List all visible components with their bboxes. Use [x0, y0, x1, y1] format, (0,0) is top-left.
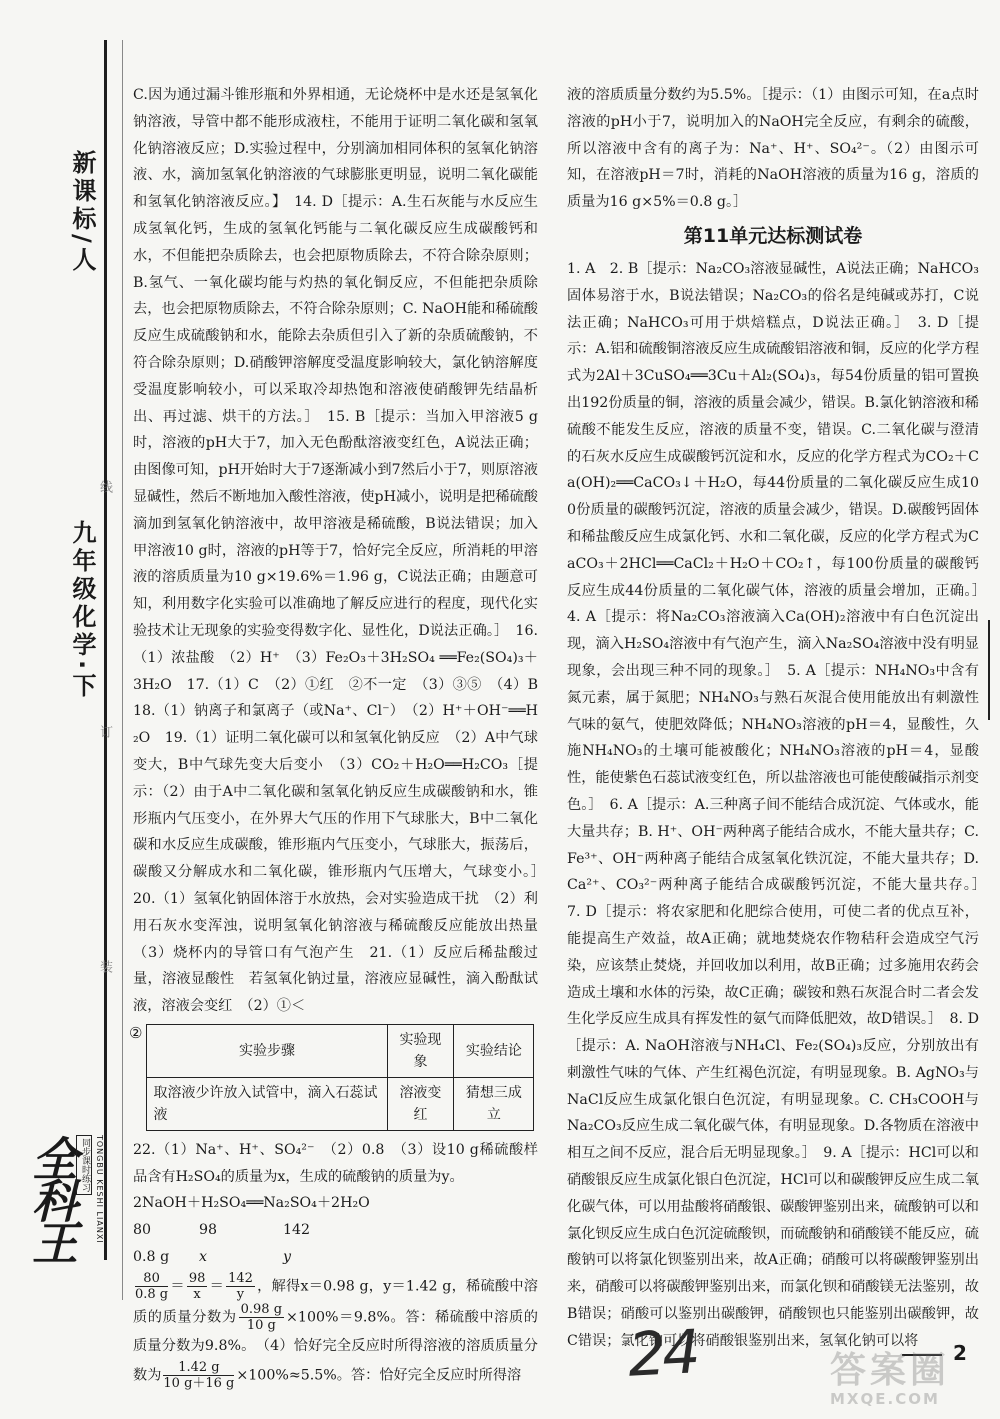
calc-value: y [283, 1249, 292, 1266]
page-number: 2 [953, 1341, 967, 1365]
watermark-en: MXQE.COM [830, 1390, 940, 1408]
fraction: $\frac{98}{x}$ [188, 1270, 206, 1302]
calc-value: 0.8 g [133, 1249, 170, 1266]
answers-unit-11: 1. A 2. B［提示：Na₂CO₃溶液显碱性，A说法正确；NaHCO₃固体易溶于水，B说法错误；Na₂CO₃的俗名是纯碱或苏打，C说法正确；NaHCO₃可用于烘焙糕点，D说法正确。］ 3. D［提示：A.铝和硫酸铜溶液反应生成硫酸铝溶液和铜，反应的化学方程式为2Al＋3CuSO₄══3Cu＋Al₂(SO₄)₃，每54份质量的铝可置换出192份质量的铜，溶液的质量会减少，错误。B.氯化钠溶液和稀硫酸不能发生反应，溶液的质量不变，错误。C.二氧化碳与澄清的石灰水反应生成碳酸钙沉淀和水，反应的化学方程式为CO₂＋Ca(OH)₂══CaCO₃↓＋H₂O，每44份质量的二氧化碳反应生成100份质量的碳酸钙沉淀，溶液的质量会减少，错误。D.碳酸钙固体和稀盐酸反应生成氯化钙、水和二氧化碳，反应的化学方程式为CaCO₃＋2HCl══CaCl₂＋H₂O＋CO₂↑，每100份质量的碳酸钙反应生成44份质量的二氧化碳气体，溶液的质量会增加，正确。］ 4. A［提示：将Na₂CO₃溶液滴入Ca(OH)₂溶液中有白色沉淀出现，滴入H₂SO₄溶液中有气泡产生，滴入Na₂SO₄溶液中没有明显现象，会出现三种不同的现象。］ 5. A［提示：NH₄NO₃中含有氮元素，属于氮肥；NH₄NO₃与熟石灰混合使用能放出有刺激性气味的氨气，使肥效降低；NH₄NO₃溶液的pH＝4，显酸性，久施NH₄NO₃的土壤可能被酸化；NH₄NO₃溶液的pH＝4，显酸性，能使紫色石蕊试液变红色，所以盐溶液也可能使酸碱指示剂变色。］ 6. A［提示：A.三种离子间不能结合成沉淀、气体或水，能大量共存；B. H⁺、OH⁻两种离子能结合成水，不能大量共存；C. Fe³⁺、OH⁻两种离子能结合成氢氧化铁沉淀，不能大量共存；D. Ca²⁺、CO₃²⁻两种离子能结合成碳酸钙沉淀，不能大量共存。］ 7. D［提示：将农家肥和化肥综合使用，可使二者的优点互补，能提高生产效益，故A正确；就地焚烧农作物秸秆会造成空气污染，应该禁止焚烧，并回收加以利用，故B正确；过多施用农药会造成土壤和水体的污染，故C正确；碳铵和熟石灰混合时二者会发生化学反应生成具有挥发性的氨气而降低肥效，故D错误。］ 8. D［提示：A. NaOH溶液与NH₄Cl、Fe₂(SO₄)₃反应，分别放出有刺激性气味的气体、产生红褐色沉淀，有明显现象。B. AgNO₃与NaCl反应生成氯化银白色沉淀，有明显现象。C. CH₃COOH与Na₂CO₃反应生成二氧化碳气体，有明显现象。D.各物质在溶液中相互之间不反应，混合后无明显现象。］ 9. A［提示：HCl可以和硝酸银反应生成氯化银白色沉淀，HCl可以和碳酸钾反应生成二氧化碳气体，可以用盐酸将硝酸银、碳酸钾鉴别出来，硫酸钠可以和氯化钡反应生成白色沉淀硫酸钡，而硫酸钠和硝酸镁不能反应，硫酸钠可以将氯化钡鉴别出来，故A正确；硝酸可以将碳酸钾鉴别出来，硝酸可以将碳酸钾鉴别出来，而氯化钡和硝酸镁无法鉴别，故B错误；硝酸可以鉴别出碳酸钾，硝酸钡也只能鉴别出碳酸钾，故C错误；氯化钠可以将硝酸银鉴别出来，氢氧化钠可以将 [567, 260, 994, 1349]
watermark-cn: 答案圈 [830, 1350, 951, 1391]
edge-bracket [988, 620, 998, 720]
table-cell-step: 取溶液少许放入试管中，滴入石蕊试液 [147, 1077, 387, 1130]
calc-value: x [199, 1249, 208, 1266]
spine-divider [104, 40, 107, 1260]
cut-mark-line: 线 [97, 480, 112, 493]
fraction: $\frac{1.42 g}{10 g+16 g}$ [163, 1359, 235, 1391]
fraction: $\frac{142}{y}$ [228, 1270, 253, 1302]
table-cell-conclusion: 猜想三成立 [454, 1077, 534, 1130]
calc-value: 142 [283, 1222, 311, 1239]
table-label: ② [129, 1023, 143, 1042]
watermark [830, 1352, 990, 1414]
experiment-table [146, 1024, 534, 1131]
brand-pinyin: TONGBU KESHI LIANXI [95, 1135, 104, 1244]
right-column [567, 82, 994, 1355]
fraction: $\frac{0.98 g}{10 g}$ [240, 1301, 283, 1333]
calc-row-actual-mass [133, 1244, 538, 1271]
brand-subtitle: 同步课时练习 [76, 1135, 92, 1195]
answers-13-21: C.因为通过漏斗锥形瓶和外界相通，无论烧杯中是水还是氢氧化钠溶液，导管中都不能形成液柱，不能用于证明二氧化碳和氢氧化钠溶液反应；D.实验过程中，分别滴加相同体积的氢氧化钠溶液、水，滴加氢氧化钠溶液的气球膨胀更明显，说明二氧化碳能和氢氧化钠溶液反应。】 14. D［提示：A.生石灰能与水反应生成氢氧化钙，生成的氢氧化钙能与二氧化碳反应生成碳酸钙和水，不但能把杂质除去，也会把原物质除去，不符合除杂原则；B.氢气、一氧化碳均能与灼热的氧化铜反应，不但能把杂质除去，也会把原物质除去，不符合除杂原则；C. NaOH能和稀硫酸反应生成硫酸钠和水，能除去杂质但引入了新的杂质硫酸钠，不符合除杂原则；D.硝酸钾溶解度受温度影响较大，氯化钠溶解度受温度影响较小，可以采取冷却热饱和溶液使硝酸钾先结晶析出、再过滤、烘干的方法。］ 15. B［提示：当加入甲溶液5 g时，溶液的pH大于7，加入无色酚酞溶液变红色，A说法正确；由图像可知，pH开始时大于7逐渐减小到7然后小于7，则原溶液显碱性，然后不断地加入酸性溶液，使pH减小，说明是把稀硫酸滴加到氢氧化钠溶液中，故甲溶液是稀硫酸，B说法错误；加入甲溶液10 g时，溶液的pH等于7，恰好完全反应，所消耗的甲溶液的溶质质量为10 g×19.6%＝1.96 g，C说法正确；由题意可知，利用数字化实验可以准确地了解反应进行的程度，现代化实验技术让无现象的实验变得数字化、显性化，D说法正确。］ 16.（1）浓盐酸 （2）H⁺ （3）Fe₂O₃＋3H₂SO₄ ══Fe₂(SO₄)₃＋3H₂O 17.（1）C （2）①红 ②不一定 （3）③⑤ （4）B 18.（1）钠离子和氯离子（或Na⁺、Cl⁻） （2）H⁺＋OH⁻══H₂O 19.（1）证明二氧化碳可以和氢氧化钠反应 （2）A中气球变大，B中气球先变大后变小 （3）CO₂＋H₂O══H₂CO₃［提示：（2）由于A中二氧化碳和氢氧化钠反应生成碳酸钠和水，锥形瓶内气压变小，在外界大气压的作用下气球胀大，B中二氧化碳和水反应生成碳酸，锥形瓶内气压变小，气球胀大，振荡后，碳酸又分解成水和二氧化碳，锥形瓶内气压增大，气球变小。］ 20.（1）氢氧化钠固体溶于水放热，会对实验造成干扰 （2）利用石灰水变浑浊，说明氢氧化钠溶液与稀硫酸反应能放出热量 （3）烧杯内的导管口有气泡产生 21.（1）反应后稀盐酸过量，溶液显酸性 若氢氧化钠过量，溶液应显碱性，滴入酚酞试液，溶液会变红 （2）①＜ [133, 87, 553, 1015]
table-header: 实验步骤 [147, 1024, 387, 1077]
handwritten-note: 24 [626, 1317, 699, 1391]
answer-22-solution: $\frac{80}{0.8 g}$ ＝ $\frac{98}{x}$ ＝ $\frac{142}{y}$ ，解得x＝0.98 g，y＝1.42 g，稀硫酸中溶质的质量分数为 $\frac{0.98 g}{10 g}$ ×100%＝9.8%。答：稀硫酸中溶质的质量分数为9.8%。 （4）恰好完全反应时所得溶液的溶质质量分数为 $\frac{1.42 g}{10 g+16 g}$ ×100%≈5.5%。答：恰好完全反应时所得溶 [133, 1270, 538, 1391]
grade-label: 九年级化学·下 [68, 520, 96, 702]
edition-label: 新课标/人 [68, 150, 96, 275]
calc-value: 98 [199, 1222, 218, 1239]
brand-logo [26, 1135, 104, 1390]
brand-name: 全科王 [25, 1135, 79, 1261]
table-cell-phenomenon: 溶液变红 [387, 1077, 454, 1130]
section-title: 第11单元达标测试卷 [683, 224, 863, 247]
experiment-table-block [129, 1022, 538, 1137]
calc-value: 80 [133, 1222, 152, 1239]
answer-22-continued: 液的溶质质量分数约为5.5%。［提示：（1）由图示可知，在a点时溶液的pH小于7，说明加入的NaOH完全反应，有剩余的硫酸，所以溶液中含有的离子为：Na⁺、H⁺、SO₄²⁻。（2）由图示可知，在溶液pH＝7时，消耗的NaOH溶液的质量为16 g，溶质的质量为16 g×5%＝0.8 g。］ [567, 87, 979, 211]
answer-22-intro: 22.（1）Na⁺、H⁺、SO₄²⁻ （2）0.8 （3）设10 g稀硫酸样品含有H₂SO₄的质量为x，生成的硫酸钠的质量为y。 [133, 1141, 538, 1185]
table-header: 实验现象 [387, 1024, 454, 1077]
cut-mark-bind: 订 [97, 725, 112, 738]
chemical-equation: 2NaOH＋H₂SO₄══Na₂SO₄＋2H₂O [133, 1195, 370, 1212]
calc-row-mass-ratio [133, 1217, 538, 1244]
cut-mark-fold: 装 [97, 960, 112, 973]
left-column [129, 82, 553, 1391]
table-row [147, 1077, 534, 1130]
fraction: $\frac{80}{0.8 g}$ [135, 1270, 169, 1302]
table-header: 实验结论 [454, 1024, 534, 1077]
